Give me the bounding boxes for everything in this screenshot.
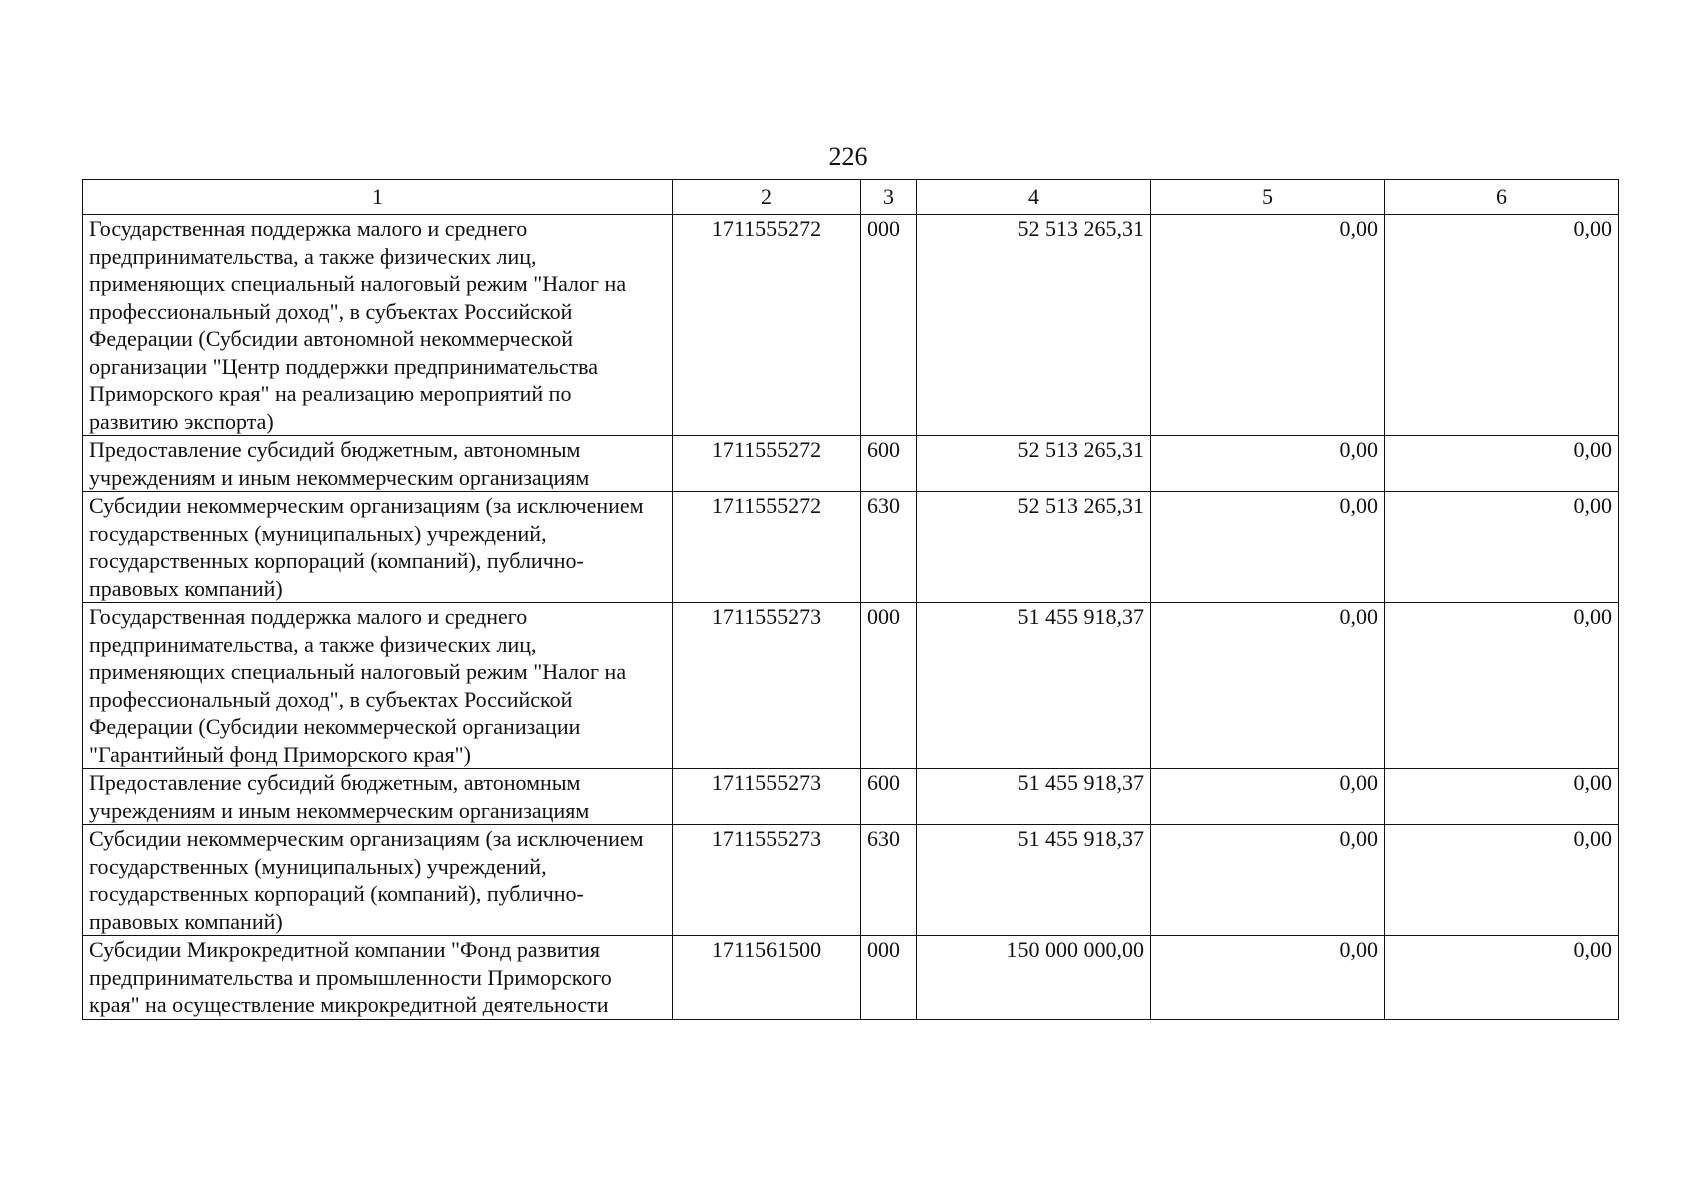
header-row: [83, 180, 1619, 215]
header-col-5: 5: [1151, 180, 1385, 215]
row-value-5: 0,00: [1151, 215, 1385, 436]
row-code: 1711555272: [673, 436, 861, 492]
row-type: 000: [861, 603, 917, 769]
row-value-5: 0,00: [1151, 492, 1385, 603]
budget-table: [82, 179, 1619, 1020]
table-body: [83, 215, 1619, 1020]
row-value-5: 0,00: [1151, 936, 1385, 1020]
table-row: [83, 436, 1619, 492]
row-value-6: 0,00: [1385, 436, 1619, 492]
row-value-5: 0,00: [1151, 436, 1385, 492]
row-value-4: 51 455 918,37: [917, 603, 1151, 769]
row-type: 630: [861, 492, 917, 603]
row-name: Субсидии некоммерческим организациям (за исключением государственных (муниципальных) учреждений, государственных корпораций (компаний), публично-правовых компаний): [83, 492, 673, 603]
table-row: [83, 936, 1619, 1020]
row-name: Государственная поддержка малого и среднего предпринимательства, а также физических лиц, применяющих специальный налоговый режим "Налог на профессиональный доход", в субъектах Российской Федерации (Субсидии автономной некоммерческой организации "Центр поддержки предпринимательства Приморского края" на реализацию мероприятий по развитию экспорта): [83, 215, 673, 436]
header-col-3: 3: [861, 180, 917, 215]
row-value-4: 51 455 918,37: [917, 769, 1151, 825]
row-value-4: 52 513 265,31: [917, 215, 1151, 436]
row-value-6: 0,00: [1385, 936, 1619, 1020]
row-code: 1711555272: [673, 215, 861, 436]
table-row: [83, 492, 1619, 603]
row-value-4: 51 455 918,37: [917, 825, 1151, 936]
row-value-6: 0,00: [1385, 825, 1619, 936]
row-type: 000: [861, 215, 917, 436]
page-number: 226: [828, 142, 868, 171]
row-value-6: 0,00: [1385, 769, 1619, 825]
row-code: 1711555273: [673, 825, 861, 936]
table-row: [83, 769, 1619, 825]
row-code: 1711555273: [673, 769, 861, 825]
row-value-4: 150 000 000,00: [917, 936, 1151, 1020]
row-code: 1711555272: [673, 492, 861, 603]
table-row: [83, 603, 1619, 769]
table-row: [83, 215, 1619, 436]
header-col-4: 4: [917, 180, 1151, 215]
row-type: 000: [861, 936, 917, 1020]
table-row: [83, 825, 1619, 936]
row-code: 1711561500: [673, 936, 861, 1020]
row-value-6: 0,00: [1385, 492, 1619, 603]
row-type: 600: [861, 769, 917, 825]
row-name: Субсидии Микрокредитной компании "Фонд развития предпринимательства и промышленности Приморского края" на осуществление микрокредитной деятельности: [83, 936, 673, 1020]
row-value-5: 0,00: [1151, 825, 1385, 936]
row-value-6: 0,00: [1385, 603, 1619, 769]
row-name: Предоставление субсидий бюджетным, автономным учреждениям и иным некоммерческим организациям: [83, 769, 673, 825]
row-value-6: 0,00: [1385, 215, 1619, 436]
row-value-4: 52 513 265,31: [917, 436, 1151, 492]
row-value-4: 52 513 265,31: [917, 492, 1151, 603]
row-name: Субсидии некоммерческим организациям (за исключением государственных (муниципальных) учреждений, государственных корпораций (компаний), публично-правовых компаний): [83, 825, 673, 936]
row-name: Государственная поддержка малого и среднего предпринимательства, а также физических лиц, применяющих специальный налоговый режим "Налог на профессиональный доход", в субъектах Российской Федерации (Субсидии некоммерческой организации "Гарантийный фонд Приморского края"): [83, 603, 673, 769]
row-value-5: 0,00: [1151, 603, 1385, 769]
header-col-1: 1: [83, 180, 673, 215]
row-name: Предоставление субсидий бюджетным, автономным учреждениям и иным некоммерческим организациям: [83, 436, 673, 492]
row-value-5: 0,00: [1151, 769, 1385, 825]
row-type: 630: [861, 825, 917, 936]
header-col-2: 2: [673, 180, 861, 215]
row-type: 600: [861, 436, 917, 492]
header-col-6: 6: [1385, 180, 1619, 215]
row-code: 1711555273: [673, 603, 861, 769]
table-header: [83, 180, 1619, 215]
